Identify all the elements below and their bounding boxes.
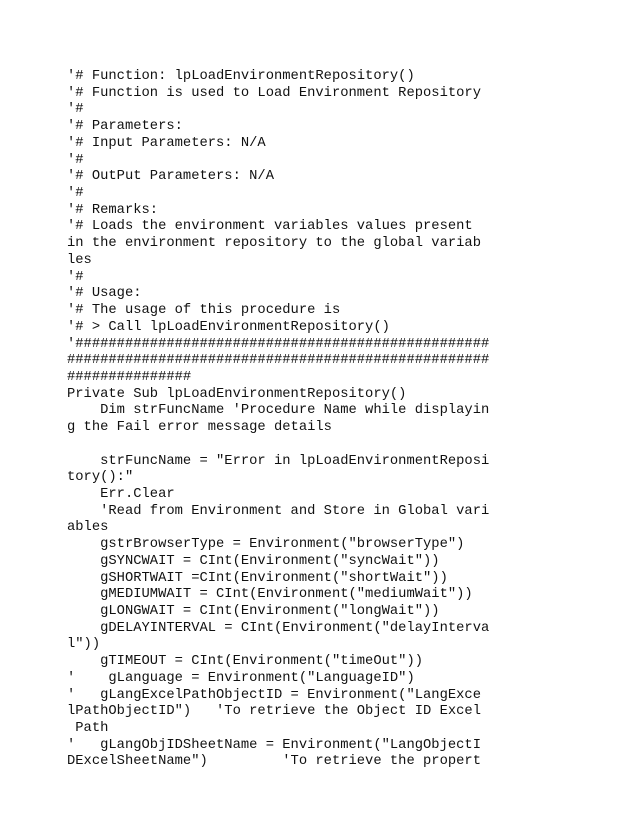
code-line: g the Fail error message details (67, 420, 332, 436)
code-line: l")) (67, 637, 101, 653)
code-line: in the environment repository to the global variab (67, 236, 481, 252)
code-line: '# (67, 102, 84, 118)
code-line: lPathObjectID") 'To retrieve the Object ID Excel (67, 704, 481, 720)
code-line: Err.Clear (67, 486, 175, 502)
code-line: gstrBrowserType = Environment("browserType") (67, 537, 465, 553)
code-line: 'Read from Environment and Store in Global vari (67, 503, 490, 519)
code-line: '# (67, 186, 84, 202)
code-line: '# Remarks: (67, 202, 159, 218)
code-line: gTIMEOUT = CInt(Environment("timeOut")) (67, 654, 424, 670)
code-line: '# (67, 269, 84, 285)
code-line: '# Loads the environment variables values present (67, 219, 473, 235)
code-line: ' gLangExcelPathObjectID = Environment("LangExce (67, 687, 481, 703)
code-line (67, 437, 489, 454)
code-line: '# Parameters: (67, 119, 183, 135)
code-line: strFuncName = "Error in lpLoadEnvironmentReposi (67, 453, 490, 469)
code-listing (67, 69, 489, 771)
code-line: gDELAYINTERVAL = CInt(Environment("delayInterva (67, 620, 490, 636)
code-line: tory():" (67, 470, 134, 486)
code-line: Dim strFuncName 'Procedure Name while displayin (67, 403, 490, 419)
code-line: ' gLanguage = Environment("LanguageID") (67, 670, 415, 686)
code-line: '# Function is used to Load Environment Repository (67, 85, 481, 101)
code-line: les (67, 252, 92, 268)
code-line: '# Function: lpLoadEnvironmentRepository() (67, 69, 415, 84)
code-line: '# OutPut Parameters: N/A (67, 169, 274, 185)
code-line: gLONGWAIT = CInt(Environment("longWait")) (67, 604, 440, 619)
code-line: gSYNCWAIT = CInt(Environment("syncWait")) (67, 553, 440, 569)
code-line: '# The usage of this procedure is (67, 303, 341, 319)
code-line: ############### (67, 369, 192, 385)
code-line: gSHORTWAIT =CInt(Environment("shortWait")) (67, 570, 448, 586)
code-line: '################################################## (67, 336, 490, 352)
code-line: '# Input Parameters: N/A (67, 135, 266, 151)
code-line: Path (67, 721, 109, 737)
code-line: Private Sub lpLoadEnvironmentRepository() (67, 386, 407, 402)
code-line: gMEDIUMWAIT = CInt(Environment("mediumWait")) (67, 587, 473, 603)
code-line: ables (67, 520, 109, 536)
code-line: '# > Call lpLoadEnvironmentRepository() (67, 319, 390, 335)
code-line: '# Usage: (67, 286, 142, 302)
code-line: DExcelSheetName") 'To retrieve the propert (67, 754, 481, 770)
code-line: '# (67, 152, 84, 168)
code-line: ################################################### (67, 353, 490, 369)
code-line: ' gLangObjIDSheetName = Environment("LangObjectI (67, 737, 481, 753)
